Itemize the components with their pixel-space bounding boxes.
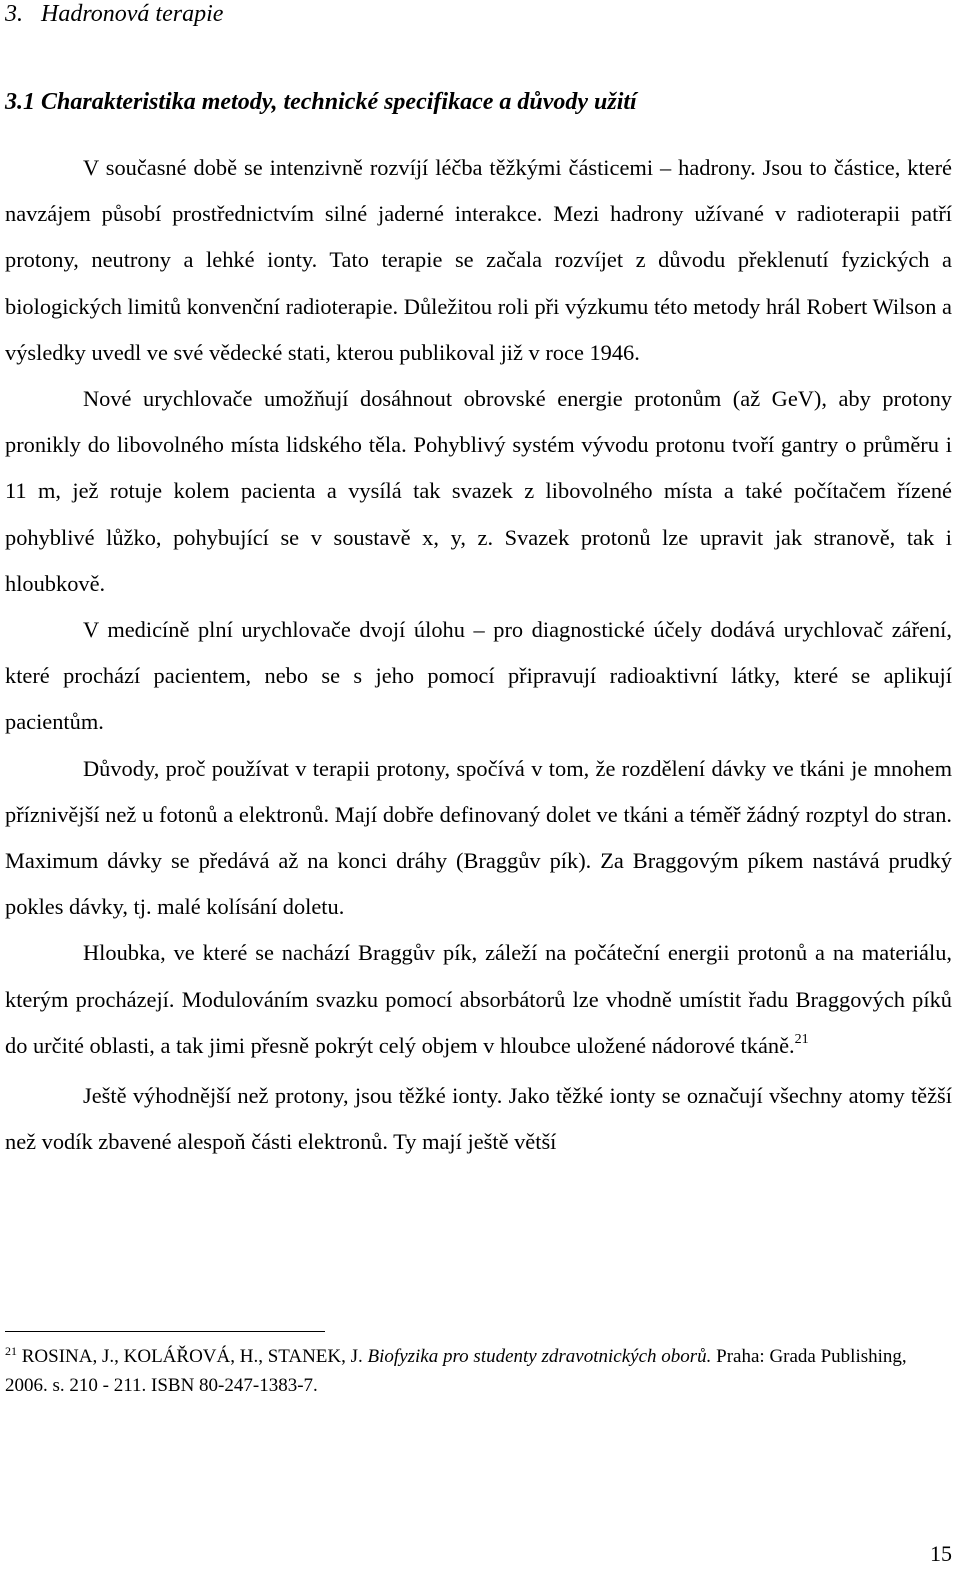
section-heading: 3.1 Charakteristika metody, technické specifikace a důvody užití	[5, 89, 637, 115]
footnote-number: 21	[5, 1344, 17, 1358]
footnote-authors: ROSINA, J., KOLÁŘOVÁ, H., STANEK, J.	[21, 1346, 363, 1367]
body-text	[5, 145, 952, 1165]
paragraph-2: Nové urychlovače umožňují dosáhnout obrovské energie protonům (až GeV), aby protony pronikly do libovolného místa lidského těla. Pohyblivý systém vývodu protonu tvoří gantry o průměru i 11 m, jež rotuje kolem pacienta a vysílá tak svazek z libovolného místa a také počítačem řízené pohyblivé lůžko, pohybující se v soustavě x, y, z. Svazek protonů lze upravit jak stranově, tak i hloubkově.	[5, 386, 952, 596]
chapter-heading	[5, 0, 223, 28]
paragraph-6: Ještě výhodnější než protony, jsou těžké ionty. Jako těžké ionty se označují všechny atomy těžší než vodík zbavené alespoň části elektronů. Ty mají ještě větší	[5, 1083, 952, 1155]
paragraph-5	[5, 930, 952, 1073]
chapter-title: Hadronová terapie	[41, 1, 224, 27]
footnote	[5, 1343, 952, 1400]
paragraph-1: V současné době se intenzivně rozvíjí léčba těžkými částicemi – hadrony. Jsou to částice, které navzájem působí prostřednictvím silné jaderné interakce. Mezi hadrony užívané v radioterapii patří protony, neutrony a lehké ionty. Tato terapie se začala rozvíjet z důvodu překlenutí fyzických a biologických limitů konvenční radioterapie. Důležitou roli při výzkumu této metody hrál Robert Wilson a výsledky uvedl ve své vědecké stati, kterou publikoval již v roce 1946.	[5, 155, 952, 365]
footnote-details: Praha: Grada Publishing, 2006. s. 210 - 211. ISBN 80-247-1383-7.	[5, 1346, 907, 1396]
footnote-separator	[5, 1331, 325, 1332]
footnote-reference: 21	[794, 1031, 809, 1047]
page-number: 15	[930, 1541, 952, 1566]
footnote-title: Biofyzika pro studenty zdravotnických oborů.	[367, 1346, 712, 1367]
paragraph-3: V medicíně plní urychlovače dvojí úlohu – pro diagnostické účely dodává urychlovač záření, které prochází pacientem, nebo se s jeho pomocí připravují radioaktivní látky, které se aplikují pacientům.	[5, 617, 952, 735]
paragraph-4: Důvody, proč používat v terapii protony, spočívá v tom, že rozdělení dávky ve tkáni je mnohem příznivější než u fotonů a elektronů. Mají dobře definovaný dolet ve tkáni a téměř žádný rozptyl do stran. Maximum dávky se předává až na konci dráhy (Braggův pík). Za Braggovým píkem nastává prudký pokles dávky, tj. malé kolísání doletu.	[5, 755, 952, 920]
chapter-number: 3.	[5, 1, 23, 27]
paragraph-5-text: Hloubka, ve které se nachází Braggův pík, záleží na počáteční energii protonů a na materiálu, kterým procházejí. Modulováním svazku pomocí absorbátorů lze vhodně umístit řadu Braggových píků do určité oblasti, a tak jimi přesně pokrýt celý objem v hloubce uložené nádorové tkáně.	[5, 940, 952, 1058]
